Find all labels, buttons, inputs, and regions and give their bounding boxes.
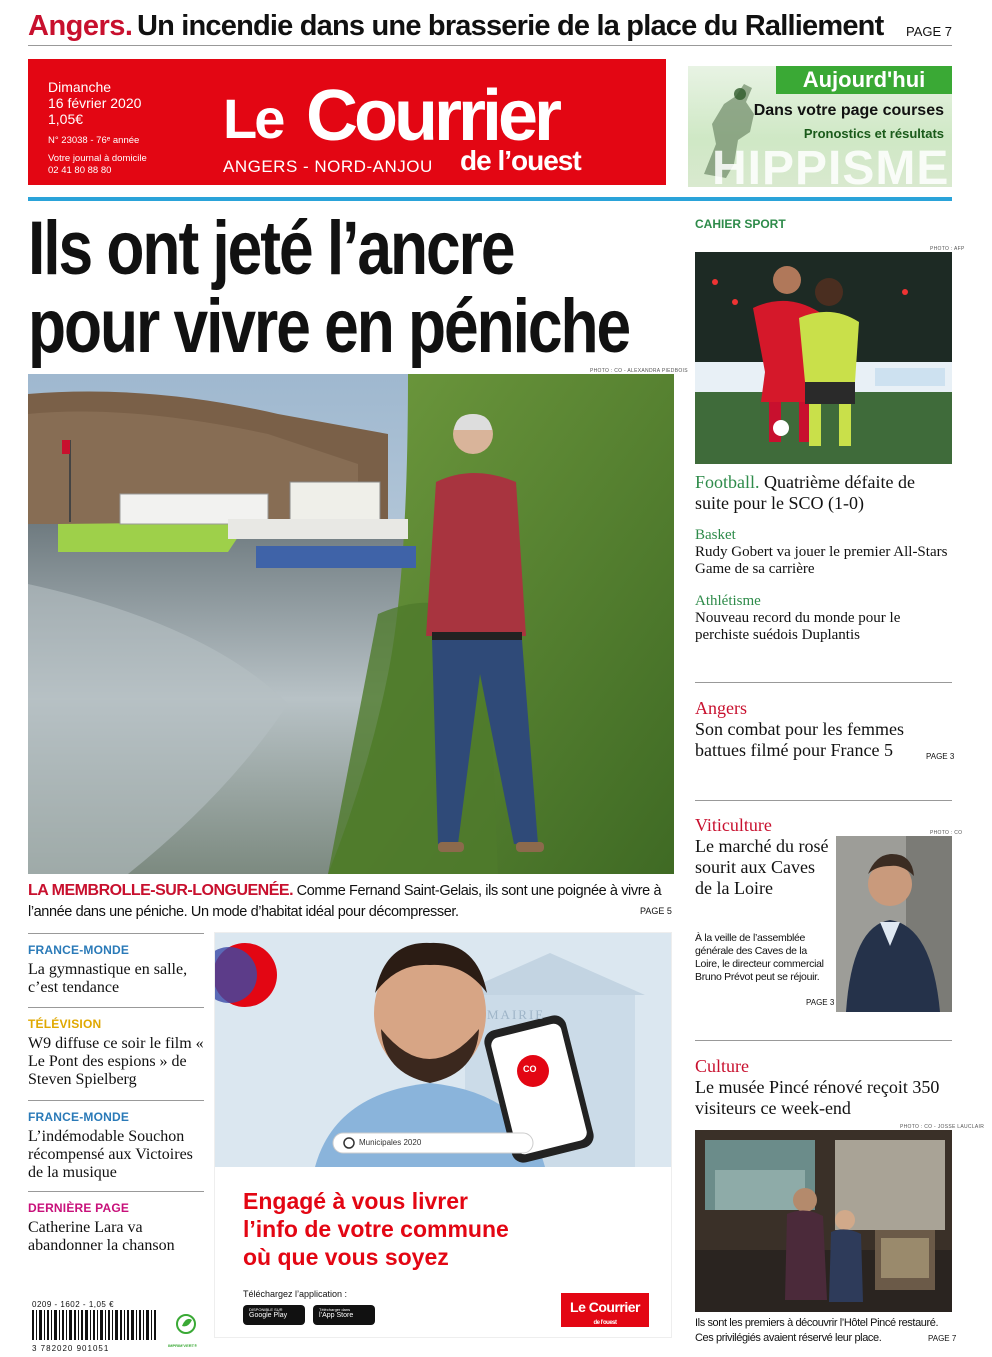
- athletisme-category: Athlétisme: [695, 593, 761, 609]
- brief-divider: [28, 1007, 204, 1008]
- masthead: [28, 59, 666, 185]
- barcode-top-text: 0209 - 1602 - 1,05 €: [32, 1300, 115, 1309]
- barcode-icon: [32, 1310, 162, 1344]
- masthead-price: 1,05€: [48, 111, 84, 127]
- hippisme-promo[interactable]: [688, 66, 952, 187]
- google-play-small: DISPONIBLE SUR: [249, 1307, 283, 1312]
- main-caption: [28, 880, 676, 923]
- brief-divider: [28, 1191, 204, 1192]
- barcode-bottom-text: 3 782020 901051: [32, 1344, 110, 1353]
- app-store-label: l’App Store: [319, 1312, 354, 1319]
- hippisme-line2: Pronostics et résultats: [803, 126, 944, 141]
- athletisme-text: Nouveau record du monde pour le perchiste suédois Duplantis: [695, 610, 901, 643]
- caption-page: PAGE 5: [640, 906, 672, 916]
- brief-text: Catherine Lara va abandonner la chanson: [28, 1219, 175, 1254]
- ad-title: [243, 1187, 509, 1271]
- ad-logo: [561, 1293, 649, 1327]
- culture-caption: Ils sont les premiers à découvrir l’Hôtel Pincé restauré. Ces privilégiés avaient réservé leur place.: [695, 1317, 939, 1344]
- caption-text: Comme Fernand Saint-Gelais, ils sont une poignée à vivre à l’année dans une péniche. Un mode d’habitat idéal pour décompresser.: [28, 883, 662, 920]
- viticulture-category: Viticulture: [695, 815, 772, 835]
- brief-category: DERNIÈRE PAGE: [28, 1201, 130, 1215]
- top-teaser-headline: Un incendie dans une brasserie de la place du Ralliement: [136, 10, 884, 42]
- football-category: Football.: [695, 472, 760, 492]
- right-divider: [695, 1040, 952, 1041]
- ad-search-text: Municipales 2020: [359, 1138, 422, 1147]
- ad-title-line1: Engagé à vous livrer: [243, 1188, 468, 1214]
- hippisme-line1: Dans votre page courses: [753, 102, 944, 119]
- logo-courrier: Courrier: [306, 76, 559, 156]
- basket-text: Rudy Gobert va jouer le premier All-Stars Game de sa carrière: [695, 544, 948, 577]
- football-text: Quatrième défaite de suite pour le SCO (1-0): [695, 472, 915, 513]
- viticulture-article[interactable]: [695, 815, 831, 899]
- masthead-subscription: [48, 153, 147, 177]
- brief-item[interactable]: [28, 1110, 204, 1182]
- brief-item[interactable]: [28, 1201, 204, 1255]
- app-advertisement[interactable]: [214, 932, 672, 1338]
- ad-man-with-phone-image: [215, 933, 672, 1167]
- top-teaser-city: Angers.: [28, 10, 133, 42]
- main-photo-credit: PHOTO : CO - ALEXANDRA PIEDBOIS: [590, 368, 688, 374]
- edition-label: ANGERS - NORD-ANJOU: [223, 157, 433, 176]
- culture-title: Le musée Pincé rénové reçoit 350 visiteurs ce week-end: [695, 1077, 940, 1118]
- athletisme-article[interactable]: [695, 593, 952, 644]
- imprimvert-label: IMPRIM'VERT®: [168, 1343, 198, 1348]
- google-play-label: Google Play: [249, 1312, 288, 1319]
- viticulture-photo-credit: PHOTO : CO: [930, 830, 963, 836]
- masthead-day: Dimanche: [48, 79, 112, 95]
- football-article[interactable]: [695, 472, 952, 514]
- viticulture-summary: À la veille de l’assemblée générale des Caves de la Loire, le directeur commercial Bruno Prévot peut se réjouir.: [695, 932, 824, 983]
- brief-divider: [28, 933, 204, 934]
- brief-text: La gymnastique en salle, c’est tendance: [28, 961, 188, 996]
- ad-logo-line1: Le Courrier: [570, 1299, 640, 1315]
- app-store-small: Télécharger dans: [319, 1307, 351, 1312]
- brief-category: TÉLÉVISION: [28, 1017, 102, 1031]
- brief-item[interactable]: [28, 1017, 204, 1089]
- ad-logo-line2: de l’ouest: [593, 1320, 617, 1326]
- masthead-home-label: Votre journal à domicile: [48, 153, 147, 164]
- culture-photo-credit: PHOTO : CO - JOSSE LAUCLAIR: [900, 1124, 985, 1130]
- ad-download-label: Téléchargez l’application :: [243, 1289, 348, 1299]
- brief-item[interactable]: [28, 943, 204, 997]
- bruno-prevot-portrait: [836, 836, 952, 1012]
- masthead-date: [48, 79, 141, 127]
- ad-title-line2: l’info de votre commune: [243, 1216, 509, 1242]
- sport-photo-credit: PHOTO : AFP: [930, 246, 965, 252]
- google-play-button[interactable]: [243, 1305, 305, 1325]
- top-teaser[interactable]: [28, 10, 952, 46]
- brief-text: L’indémodable Souchon récompensé aux Victoires de la musique: [28, 1128, 193, 1181]
- masthead-phone: 02 41 80 88 80: [48, 165, 112, 176]
- viticulture-title: Le marché du rosé sourit aux Caves de la Loire: [695, 836, 829, 898]
- ad-phone-badge: CO: [523, 1064, 537, 1074]
- ad-photo: [215, 933, 672, 1167]
- basket-article[interactable]: [695, 527, 952, 578]
- culture-article[interactable]: [695, 1056, 952, 1119]
- angers-text: Son combat pour les femmes battues filmé pour France 5: [695, 719, 904, 760]
- ad-mairie-label: MAIRIE: [487, 1007, 546, 1022]
- leaf-icon: [168, 1312, 204, 1338]
- top-teaser-page: PAGE 7: [905, 24, 952, 39]
- brief-category: FRANCE-MONDE: [28, 1110, 130, 1124]
- caption-location: LA MEMBROLLE-SUR-LONGUENÉE.: [28, 882, 294, 899]
- museum-visitors-photo: [695, 1130, 952, 1312]
- football-match-photo: [695, 252, 952, 464]
- masthead-full-date: 16 février 2020: [48, 95, 142, 111]
- main-headline-line1: Ils ont jeté l’ancre: [28, 206, 514, 291]
- ad-title-line3: où que vous soyez: [243, 1244, 449, 1270]
- sport-photo[interactable]: [695, 252, 952, 464]
- hippisme-banner: Aujourd'hui: [776, 66, 952, 94]
- cahier-sport-label[interactable]: CAHIER SPORT: [695, 217, 786, 231]
- angers-category: Angers: [695, 698, 747, 718]
- viticulture-photo[interactable]: [836, 836, 952, 1012]
- main-headline[interactable]: [28, 206, 630, 369]
- logo-ouest: de l’ouest: [460, 145, 581, 176]
- angers-page: PAGE 3: [926, 752, 955, 761]
- main-headline-line2: pour vivre en péniche: [28, 284, 630, 369]
- main-photo[interactable]: [28, 374, 674, 874]
- app-store-button[interactable]: [313, 1305, 375, 1325]
- basket-category: Basket: [695, 527, 736, 543]
- culture-category: Culture: [695, 1056, 749, 1076]
- header-divider: [28, 197, 952, 201]
- logo-le: Le: [223, 87, 283, 150]
- imprimvert-logo: [168, 1312, 204, 1348]
- culture-page: PAGE 7: [928, 1334, 957, 1343]
- houseboat-photo: [28, 374, 674, 874]
- brief-category: FRANCE-MONDE: [28, 943, 130, 957]
- brief-text: W9 diffuse ce soir le film « Le Pont des espions » de Steven Spielberg: [28, 1035, 204, 1088]
- hippisme-big: HIPPISME: [712, 142, 950, 187]
- viticulture-page: PAGE 3: [806, 998, 835, 1007]
- masthead-issue: N° 23038 - 76ᵉ année: [48, 135, 140, 146]
- right-divider: [695, 800, 952, 801]
- right-divider: [695, 682, 952, 683]
- culture-photo[interactable]: [695, 1130, 952, 1312]
- brief-divider: [28, 1100, 204, 1101]
- angers-article[interactable]: [695, 698, 955, 761]
